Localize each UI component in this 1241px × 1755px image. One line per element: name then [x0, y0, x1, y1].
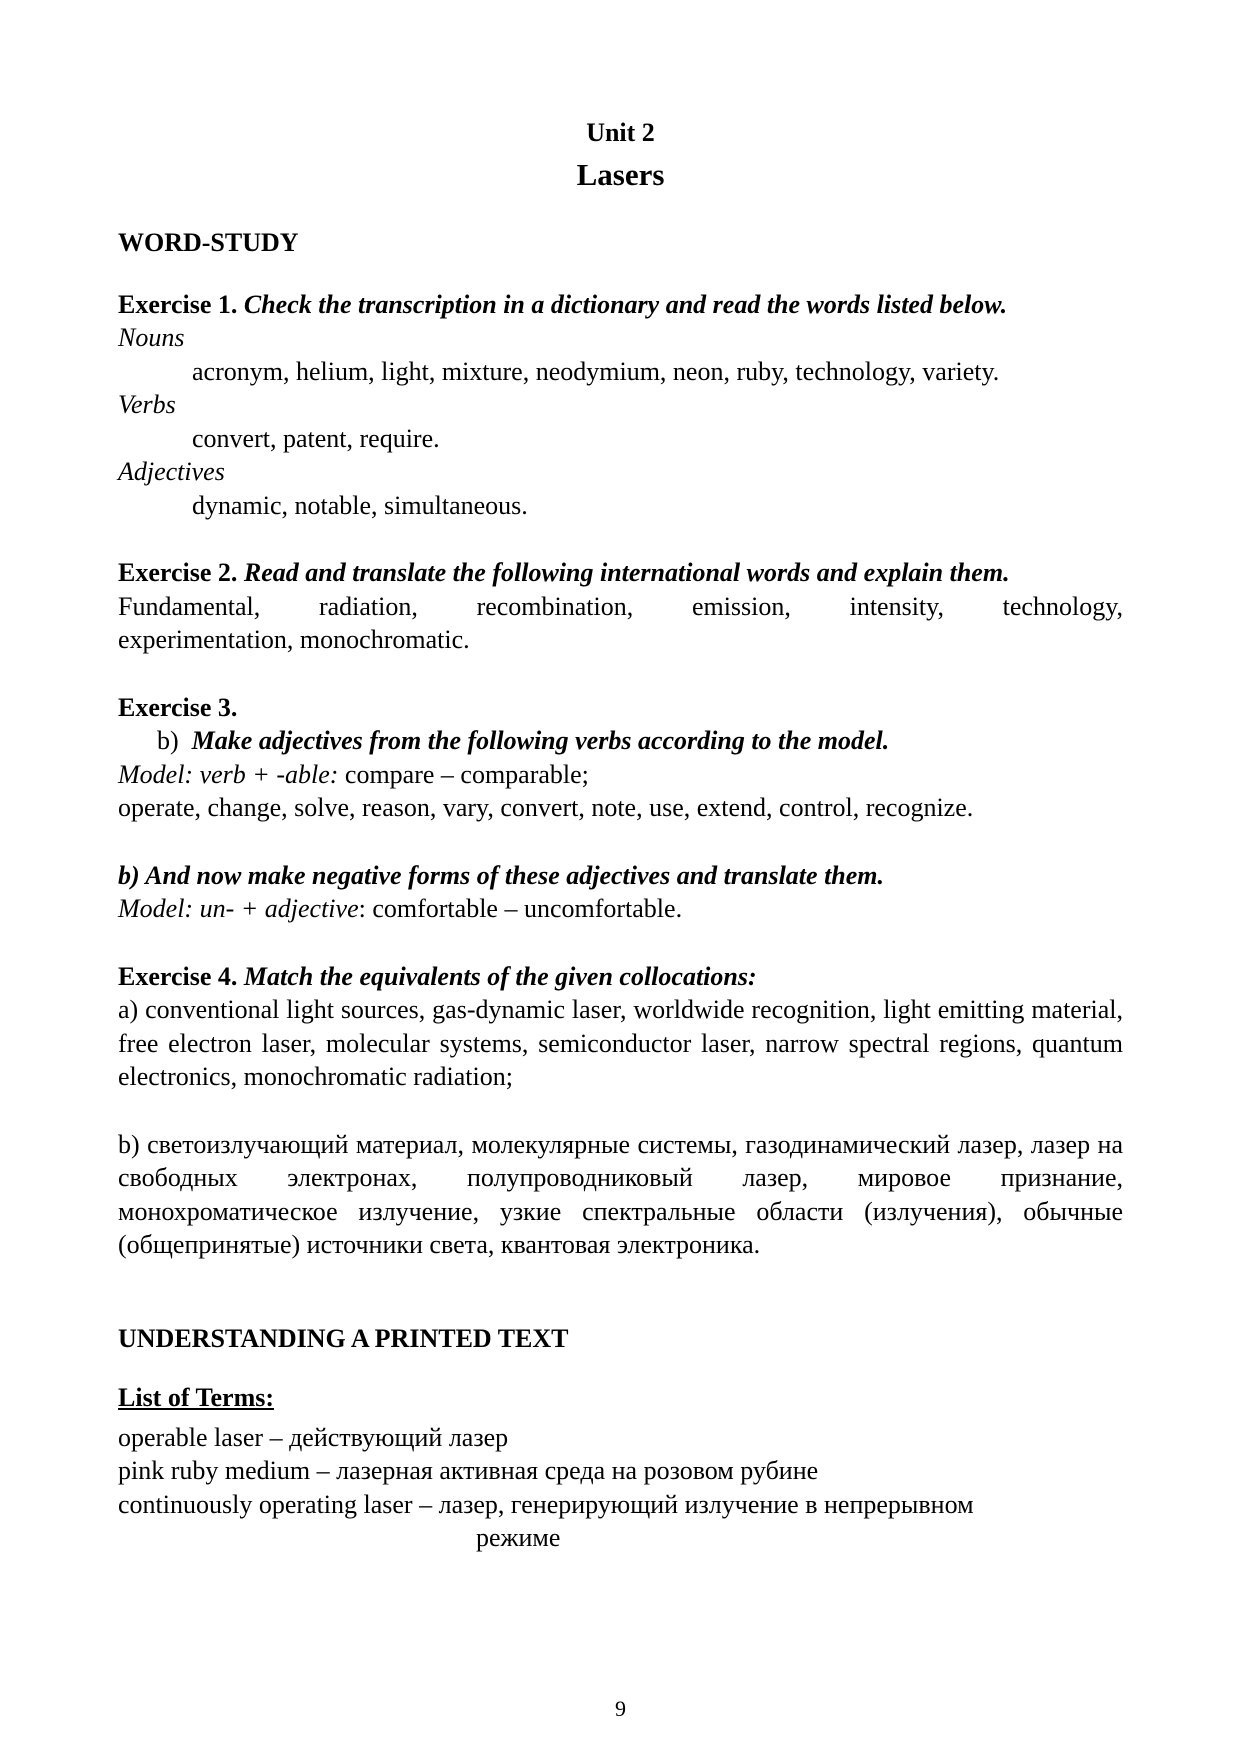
term-item: continuously operating laser – лазер, генерирующий излучение в непрерывном — [118, 1489, 974, 1519]
exercise-2-words-line-2: experimentation, monochromatic. — [118, 625, 470, 654]
exercise-1-label: Exercise 1. — [118, 289, 238, 319]
exercise-3-label: Exercise 3. — [118, 692, 238, 722]
exercise-3-b-model-text: : comfortable – uncomfortable. — [358, 894, 683, 923]
exercise-2-label: Exercise 2. — [118, 558, 238, 587]
adjectives-list: dynamic, notable, simultaneous. — [192, 490, 528, 520]
exercise-1 — [118, 288, 1123, 523]
exercise-4 — [118, 960, 1123, 1262]
exercise-3-b-model-label: Model: un- + adjective — [118, 894, 359, 923]
exercise-4-label: Exercise 4. — [118, 961, 238, 991]
word-study-heading: WORD-STUDY — [118, 228, 299, 257]
exercise-2-words-line-1: Fundamental, radiation, recombination, emission, intensity, technology, — [118, 591, 1123, 621]
page-number: 9 — [615, 1696, 626, 1721]
exercise-3-a-model-label: Model: verb + -able: — [118, 759, 339, 789]
exercise-3-a-model-text: compare – comparable; — [344, 759, 589, 789]
list-of-terms-title: List of Terms: — [118, 1383, 274, 1412]
verbs-label: Verbs — [118, 390, 176, 419]
exercise-1-instruction: Check the transcription in a dictionary and read the words listed below. — [243, 289, 1008, 319]
exercise-3-b-instruction: b) And now make negative forms of these adjectives and translate them. — [118, 860, 885, 890]
nouns-label: Nouns — [118, 323, 185, 352]
adjectives-label: Adjectives — [118, 457, 225, 486]
exercise-2 — [118, 556, 1123, 657]
exercise-3-a-instruction: Make adjectives from the following verbs according to the model. — [191, 726, 890, 755]
exercise-3 — [118, 691, 1123, 926]
nouns-list: acronym, helium, light, mixture, neodymium, neon, ruby, technology, variety. — [192, 356, 1000, 386]
verbs-list: convert, patent, require. — [192, 423, 440, 453]
exercise-3-a-marker: b) — [157, 726, 179, 755]
terms-list — [118, 1421, 1123, 1555]
page-title: Lasers — [576, 157, 665, 192]
exercise-4-instruction: Match the equivalents of the given collocations: — [243, 961, 757, 991]
exercise-2-instruction: Read and translate the following international words and explain them. — [243, 558, 1010, 587]
unit-number: Unit 2 — [586, 118, 655, 147]
exercise-4-a-list: a) conventional light sources, gas-dynamic laser, worldwide recognition, light emitting material, free electron laser, molecular systems, semiconductor laser, narrow spectral regions, quantum electronics, monochromatic radiation; — [118, 995, 1123, 1091]
term-item: pink ruby medium – лазерная активная среда на розовом рубине — [118, 1456, 819, 1485]
term-item: operable laser – действующий лазер — [118, 1422, 509, 1452]
exercise-4-b-list: b) светоизлучающий материал, молекулярные системы, газодинамический лазер, лазер на свободных электронах, полупроводниковый лазер, мировое признание, монохроматическое излучение, узкие спектральные области (излучения), обычные (общепринятые) источники света, квантовая электроника. — [118, 1129, 1123, 1259]
page-content — [118, 116, 1123, 1555]
term-item-continuation: режиме — [476, 1523, 561, 1552]
exercise-3-a-words: operate, change, solve, reason, vary, convert, note, use, extend, control, recognize. — [118, 793, 974, 822]
understanding-heading: UNDERSTANDING A PRINTED TEXT — [118, 1323, 569, 1353]
